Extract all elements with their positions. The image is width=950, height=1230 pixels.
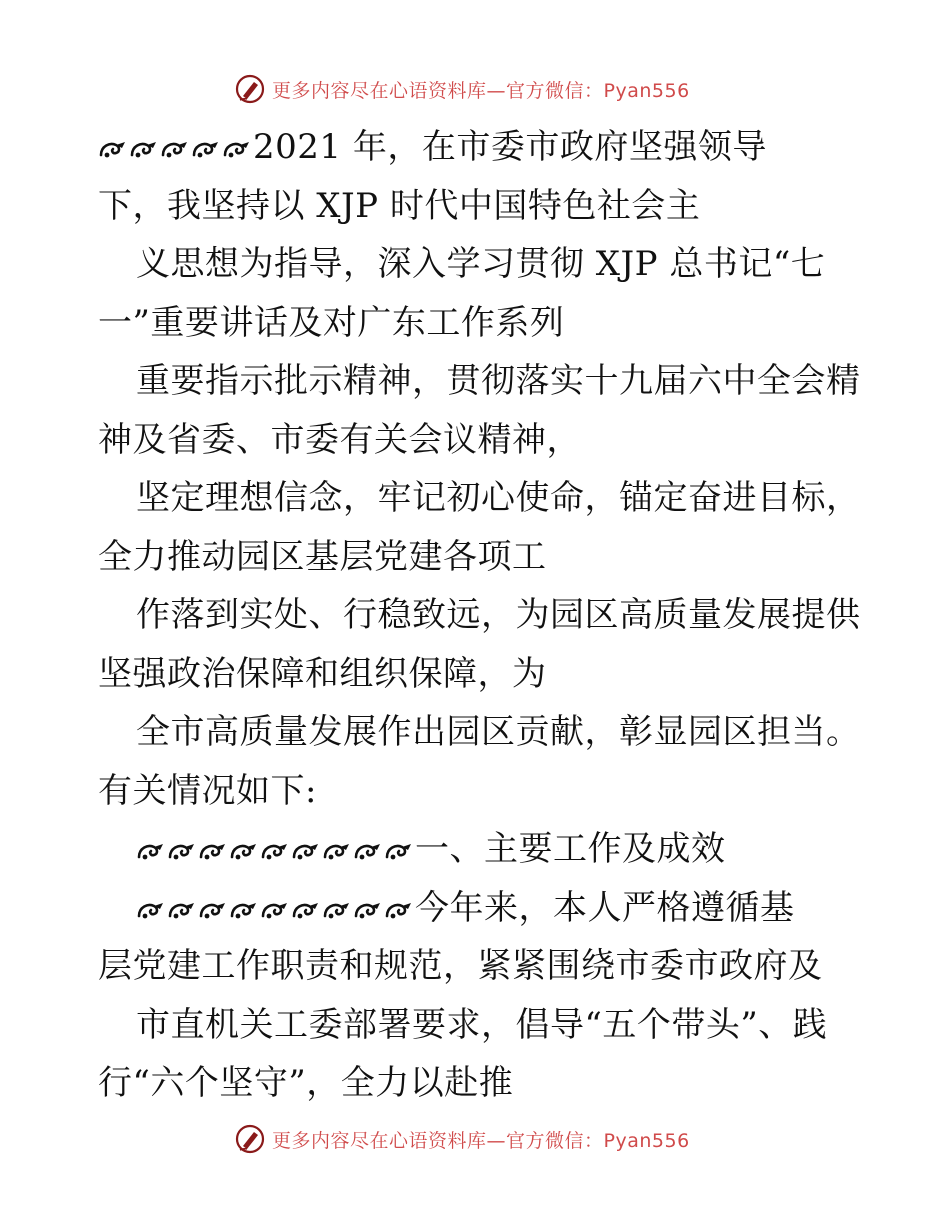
text-line: [98, 411, 858, 470]
line-text: 坚强政治保障和组织保障，为: [98, 653, 547, 694]
text-line: [98, 118, 858, 177]
line-text: 市直机关工委部署要求，倡导“五个带头”、践: [136, 1004, 828, 1045]
footer-banner-text: 更多内容尽在心语资料库—官方微信：Pyan556: [272, 1129, 690, 1152]
line-text: 今年来，本人严格遵循基: [415, 887, 795, 928]
text-line: [98, 762, 858, 821]
line-text: 坚定理想信念，牢记初心使命，锚定奋进目标，: [136, 478, 861, 518]
line-text: 神及省委、市委有关会议精神，: [98, 419, 581, 460]
ornament-glyph-icon: [98, 138, 129, 160]
document-body: [98, 118, 861, 1113]
ornament-glyph-icon: [353, 840, 384, 862]
line-text: 全市高质量发展作出园区贡献，彰显园区担当。: [136, 712, 861, 752]
text-line: [98, 996, 858, 1055]
line-text: 一、主要工作及成效: [415, 829, 726, 869]
text-line: [98, 528, 858, 587]
text-line: [98, 294, 858, 353]
text-line: [98, 703, 861, 762]
ornament-glyph-icon: [229, 899, 260, 921]
ornament-glyph-icon: [291, 840, 322, 862]
ornament-glyph-icon: [322, 899, 353, 921]
text-line: [98, 937, 858, 996]
line-text: 一”重要讲话及对广东工作系列: [98, 302, 565, 343]
line-text: 层党建工作职责和规范，紧紧围绕市委市政府及: [98, 946, 823, 986]
line-text: 重要指示批示精神，贯彻落实十九届六中全会精: [136, 361, 861, 401]
ornament-glyph-icon: [198, 899, 229, 921]
ornament-glyph-icon: [198, 840, 229, 862]
pen-circle-icon: [234, 1123, 266, 1155]
footer-banner: [234, 1122, 714, 1156]
ornament-glyph-icon: [353, 899, 384, 921]
line-text: 下，我坚持以 XJP 时代中国特色社会主: [98, 185, 701, 226]
ornament-glyph-icon: [229, 840, 260, 862]
ornament-glyph-icon: [136, 840, 167, 862]
text-line: [98, 177, 858, 236]
ornament-glyph-icon: [322, 840, 353, 862]
text-line: [98, 469, 861, 528]
ornament-glyph-icon: [260, 840, 291, 862]
ornament-glyph-icon: [136, 899, 167, 921]
header-banner: [234, 72, 714, 106]
line-text: 作落到实处、行稳致远，为园区高质量发展提供: [136, 595, 861, 635]
line-text: 有关情况如下:: [98, 770, 317, 811]
ornament-glyph-icon: [191, 138, 222, 160]
text-line: [98, 645, 858, 704]
ornament-glyph-icon: [129, 138, 160, 160]
text-line: [98, 586, 861, 645]
ornament-glyph-icon: [291, 899, 322, 921]
header-banner-text: 更多内容尽在心语资料库—官方微信：Pyan556: [272, 79, 690, 102]
text-line: [98, 352, 861, 411]
line-text: 2021 年，在市委市政府坚强领导: [253, 127, 767, 167]
text-line: [98, 235, 858, 294]
ornament-glyph-icon: [160, 138, 191, 160]
ornament-glyph-icon: [384, 899, 415, 921]
line-text: 行“六个坚守”，全力以赴推: [98, 1063, 514, 1103]
line-text: 义思想为指导，深入学习贯彻 XJP 总书记“七: [136, 244, 826, 284]
ornament-glyph-icon: [260, 899, 291, 921]
text-line: [98, 1054, 858, 1113]
ornament-glyph-icon: [167, 899, 198, 921]
pen-circle-icon: [234, 73, 266, 105]
line-text: 全力推动园区基层党建各项工: [98, 536, 547, 577]
ornament-glyph-icon: [384, 840, 415, 862]
text-line: [98, 879, 858, 938]
text-line: [98, 820, 858, 879]
ornament-glyph-icon: [167, 840, 198, 862]
ornament-glyph-icon: [222, 138, 253, 160]
